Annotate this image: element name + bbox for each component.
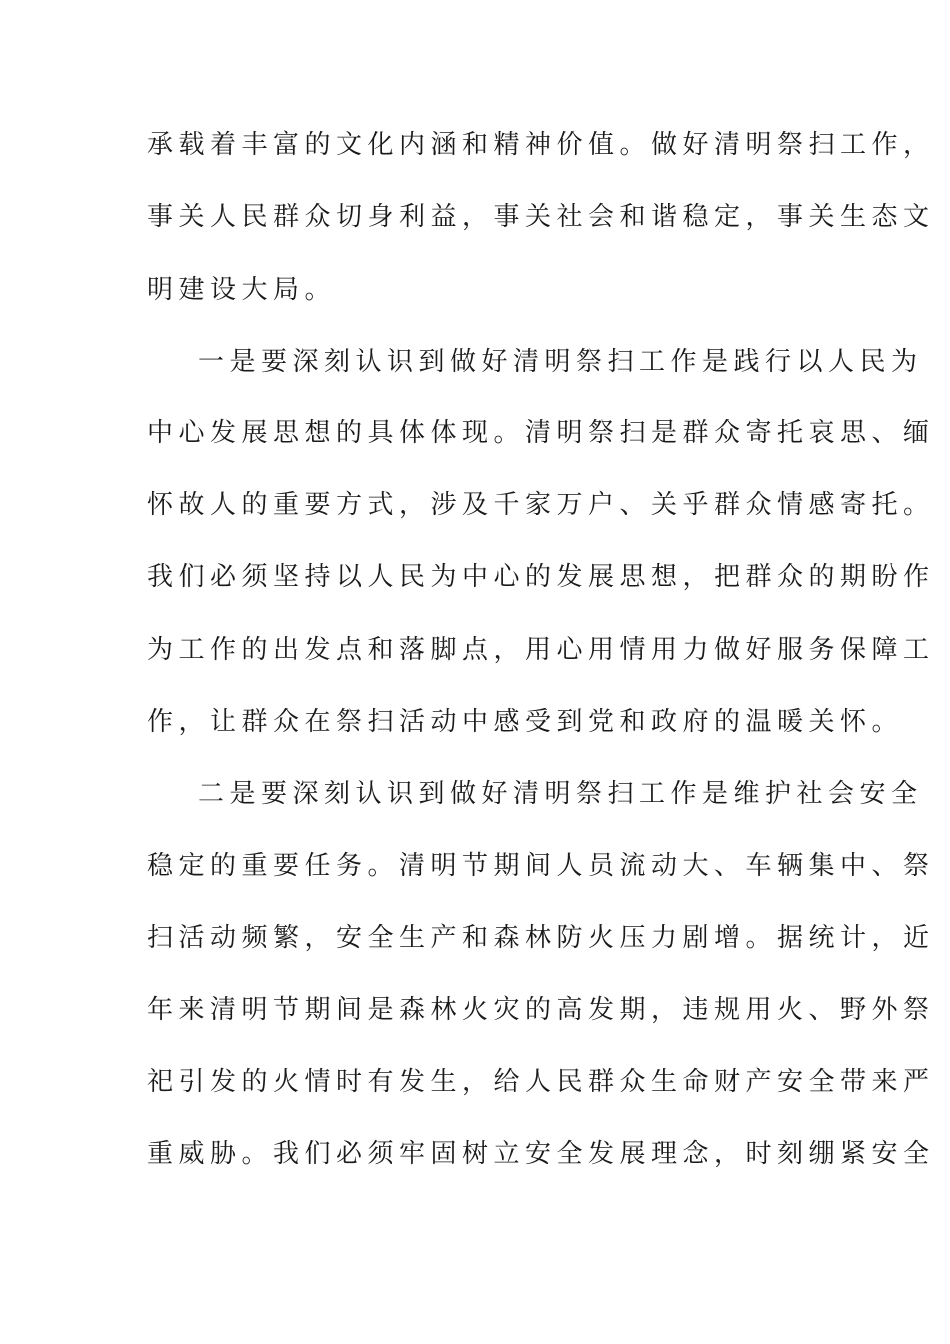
paragraph-2-first-line: 二是要深刻认识到做好清明祭扫工作是维护社会安全 [198, 779, 923, 809]
text-line: 我们必须坚持以人民为中心的发展思想，把群众的期盼作 [147, 562, 935, 592]
text-line: 重威胁。我们必须牢固树立安全发展理念，时刻绷紧安全 [147, 1139, 935, 1169]
text-line: 为工作的出发点和落脚点，用心用情用力做好服务保障工 [147, 635, 935, 665]
text-line: 扫活动频繁，安全生产和森林防火压力剧增。据统计，近 [147, 923, 935, 953]
text-line: 怀故人的重要方式，涉及千家万户、关乎群众情感寄托。 [147, 490, 935, 520]
text-line: 明建设大局。 [147, 275, 337, 305]
text-line: 祀引发的火情时有发生，给人民群众生命财产安全带来严 [147, 1067, 935, 1097]
paragraph-1-first-line: 一是要深刻认识到做好清明祭扫工作是践行以人民为 [198, 347, 923, 377]
text-line: 稳定的重要任务。清明节期间人员流动大、车辆集中、祭 [147, 851, 935, 881]
text-line: 事关人民群众切身利益，事关社会和谐稳定，事关生态文 [147, 202, 935, 232]
text-line: 中心发展思想的具体体现。清明祭扫是群众寄托哀思、缅 [147, 418, 935, 448]
text-line: 年来清明节期间是森林火灾的高发期，违规用火、野外祭 [147, 995, 935, 1025]
text-line: 作，让群众在祭扫活动中感受到党和政府的温暖关怀。 [147, 707, 904, 737]
text-line: 承载着丰富的文化内涵和精神价值。做好清明祭扫工作， [147, 130, 935, 160]
